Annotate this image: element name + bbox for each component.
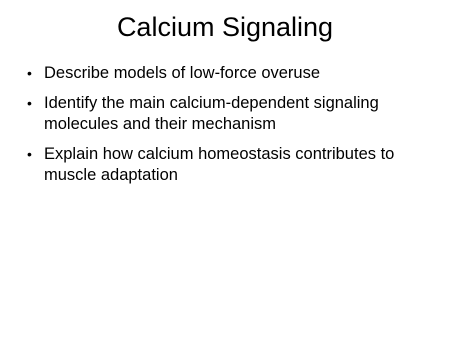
bullet-item (25, 144, 440, 186)
bullet-icon: • (27, 95, 32, 111)
bullet-text: Explain how calcium homeostasis contributes to muscle adaptation (44, 145, 395, 184)
bullet-item (25, 63, 440, 84)
bullet-icon: • (27, 65, 32, 81)
bullet-list (25, 63, 440, 195)
bullet-item (25, 93, 440, 135)
bullet-text: Describe models of low-force overuse (44, 64, 321, 82)
bullet-text: Identify the main calcium-dependent signaling molecules and their mechanism (44, 94, 379, 133)
slide-title: Calcium Signaling (116, 12, 334, 42)
bullet-icon: • (27, 146, 32, 162)
